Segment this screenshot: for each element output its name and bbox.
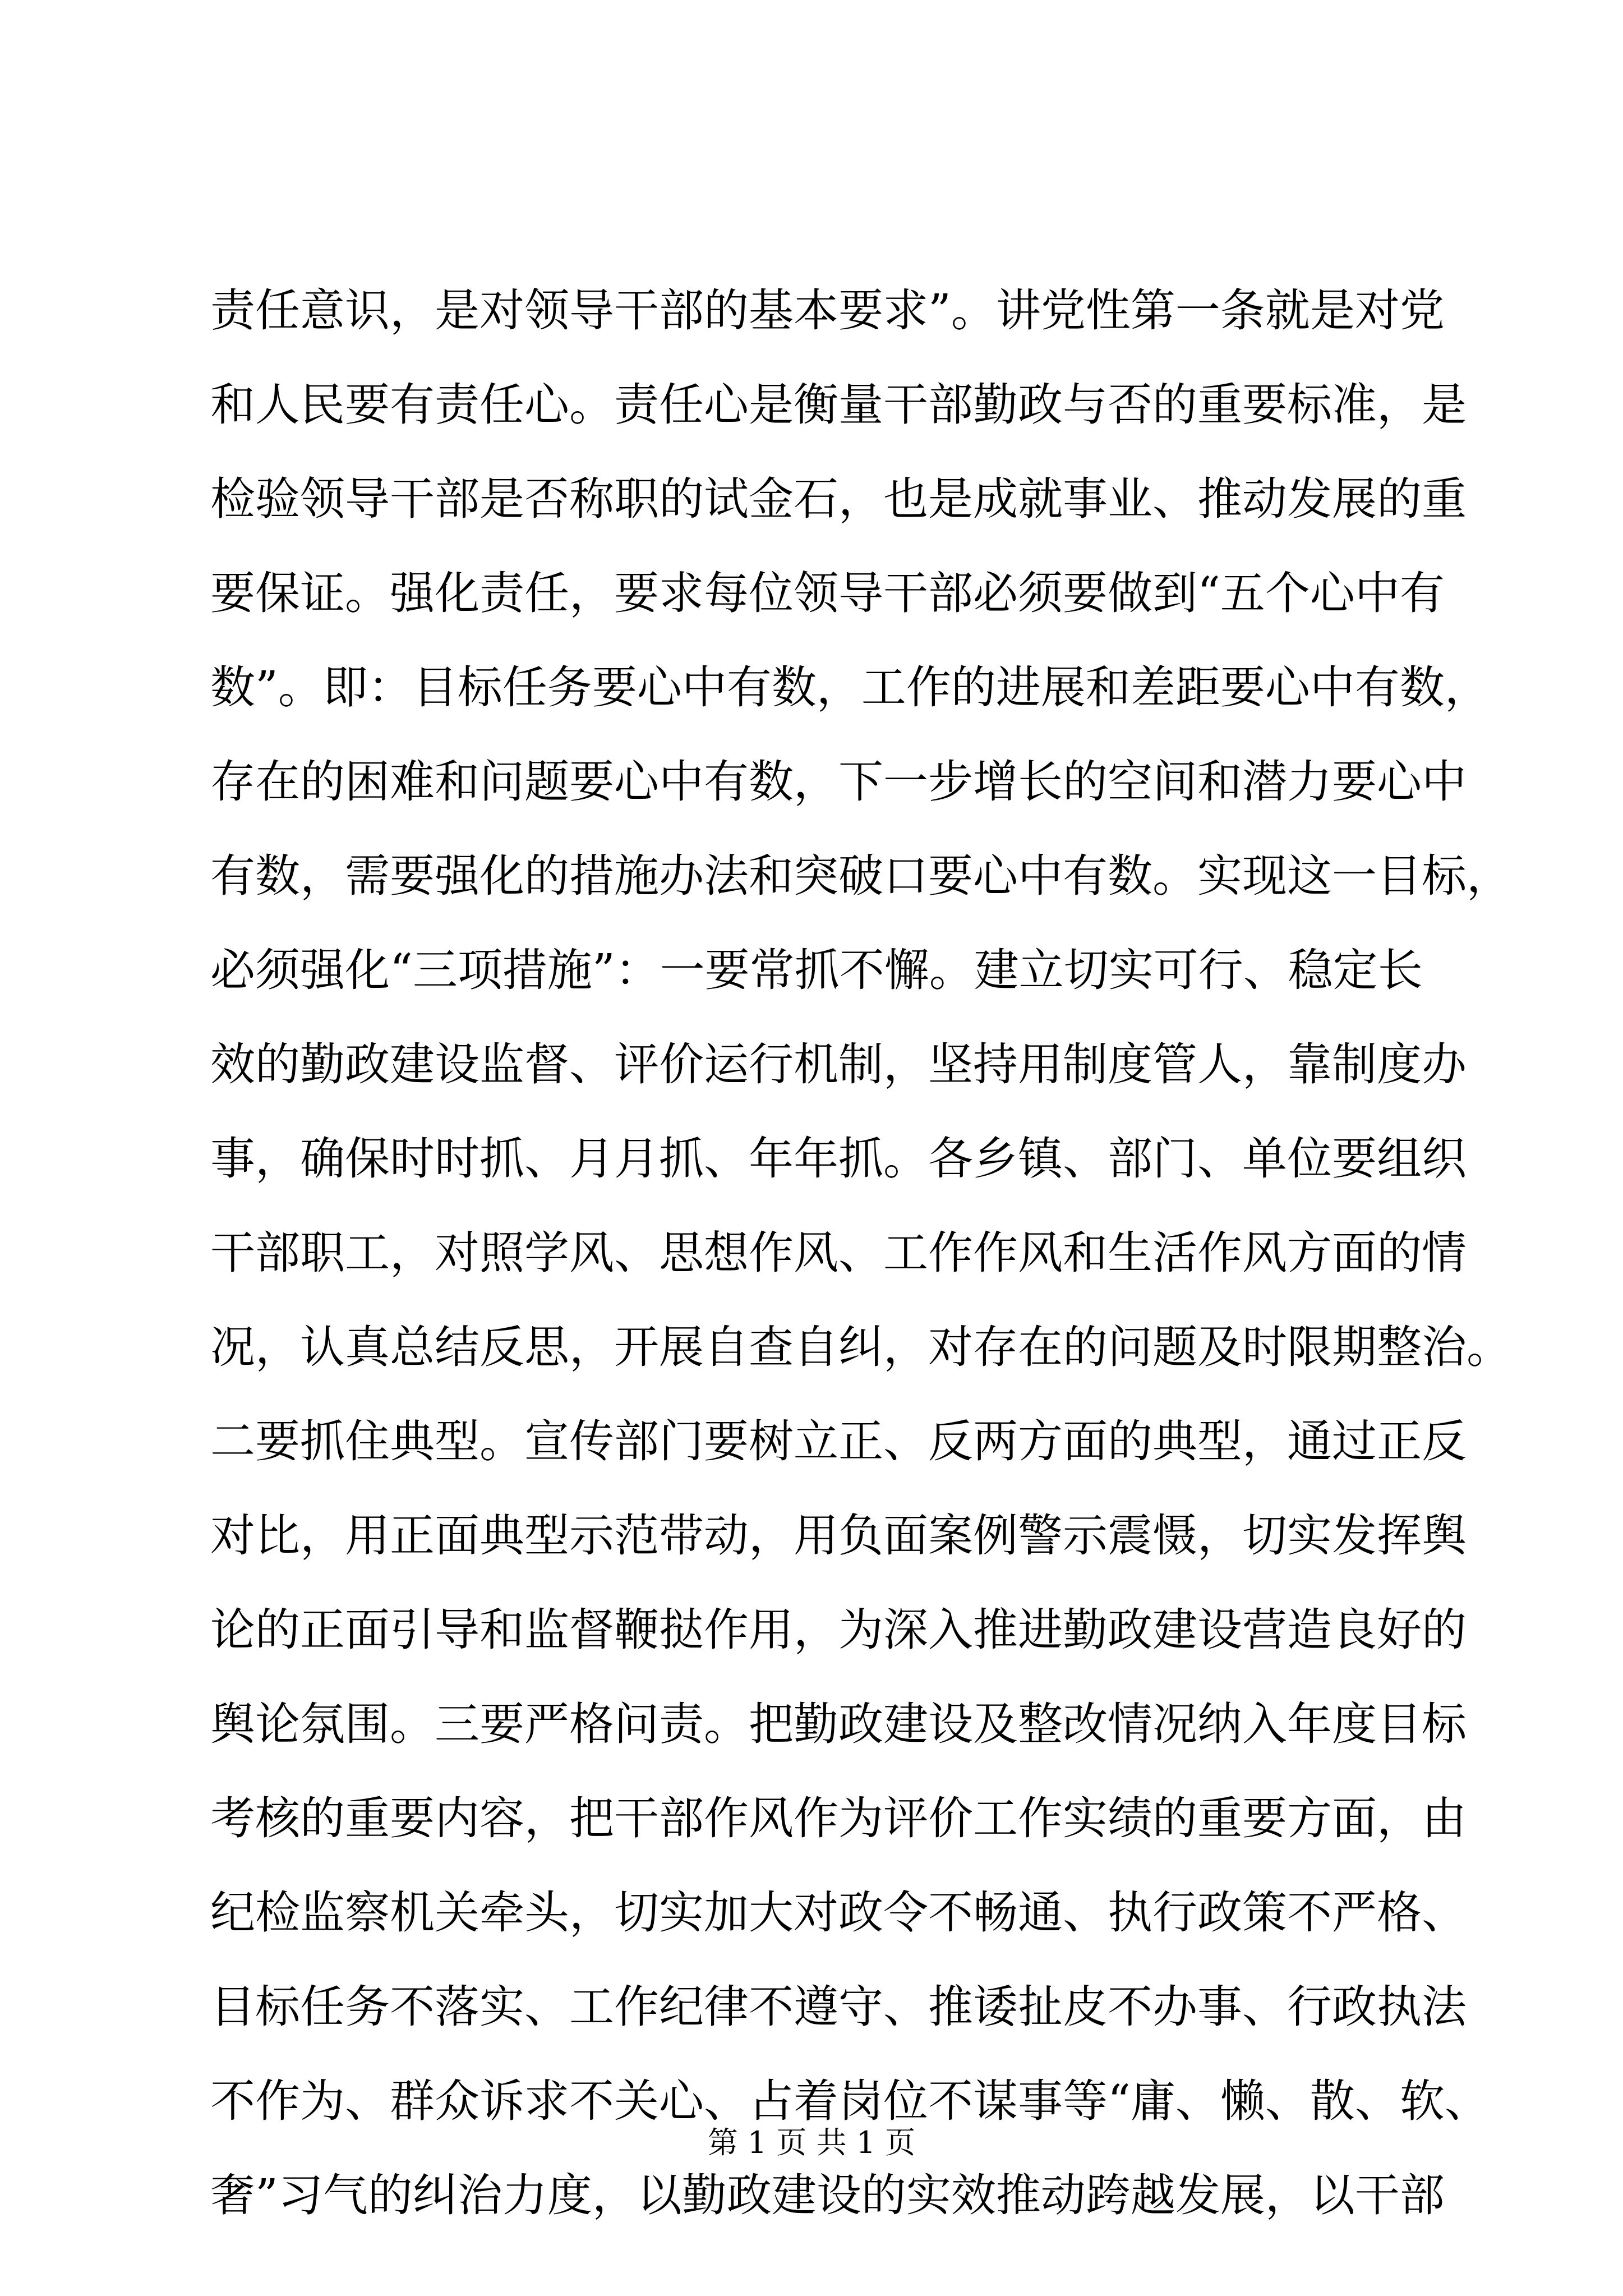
body-text: [210, 264, 1511, 2243]
text-line: 责任意识，是对领导干部的基本要求”。讲党性第一条就是对党: [210, 284, 1445, 337]
text-line: 和人民要有责任心。责任心是衡量干部勤政与否的重要标准，是: [210, 379, 1467, 431]
text-line: 对比，用正面典型示范带动，用负面案例警示震慑，切实发挥舆: [210, 1510, 1467, 1562]
text-line: 事，确保时时抓、月月抓、年年抓。各乡镇、部门、单位要组织: [210, 1133, 1467, 1185]
text-line: 考核的重要内容，把干部作风作为评价工作实绩的重要方面，由: [210, 1792, 1467, 1844]
text-line: 存在的困难和问题要心中有数，下一步增长的空间和潜力要心中: [210, 756, 1467, 808]
text-line: 干部职工，对照学风、思想作风、工作作风和生活作风方面的情: [210, 1227, 1467, 1279]
text-line: 纪检监察机关牵头，切实加大对政令不畅通、执行政策不严格、: [210, 1887, 1467, 1939]
text-line: 数”。即：目标任务要心中有数，工作的进展和差距要心中有数，: [210, 661, 1490, 714]
text-line: 必须强化“三项措施”：一要常抓不懈。建立切实可行、稳定长: [210, 944, 1423, 996]
text-line: 效的勤政建设监督、评价运行机制，坚持用制度管人，靠制度办: [210, 1038, 1467, 1091]
text-line: 舆论氛围。三要严格问责。把勤政建设及整改情况纳入年度目标: [210, 1698, 1467, 1750]
text-line: 奢”习气的纠治力度，以勤政建设的实效推动跨越发展，以干部: [210, 2169, 1445, 2221]
text-line: 不作为、群众诉求不关心、占着岗位不谋事等“庸、懒、散、软、: [210, 2075, 1490, 2127]
text-line: 要保证。强化责任，要求每位领导干部必须要做到“五个心中有: [210, 567, 1445, 619]
text-line: 况，认真总结反思，开展自查自纠，对存在的问题及时限期整治。: [210, 1321, 1511, 1373]
text-line: 论的正面引导和监督鞭挞作用，为深入推进勤政建设营造良好的: [210, 1604, 1467, 1656]
text-line: 检验领导干部是否称职的试金石，也是成就事业、推动发展的重: [210, 473, 1467, 525]
text-line: 二要抓住典型。宣传部门要树立正、反两方面的典型，通过正反: [210, 1415, 1467, 1467]
text-line: 有数，需要强化的措施办法和突破口要心中有数。实现这一目标，: [210, 850, 1511, 902]
page-number-footer: 第 1 页 共 1 页: [707, 2125, 916, 2160]
text-line: 目标任务不落实、工作纪律不遵守、推诿扯皮不办事、行政执法: [210, 1981, 1467, 2033]
